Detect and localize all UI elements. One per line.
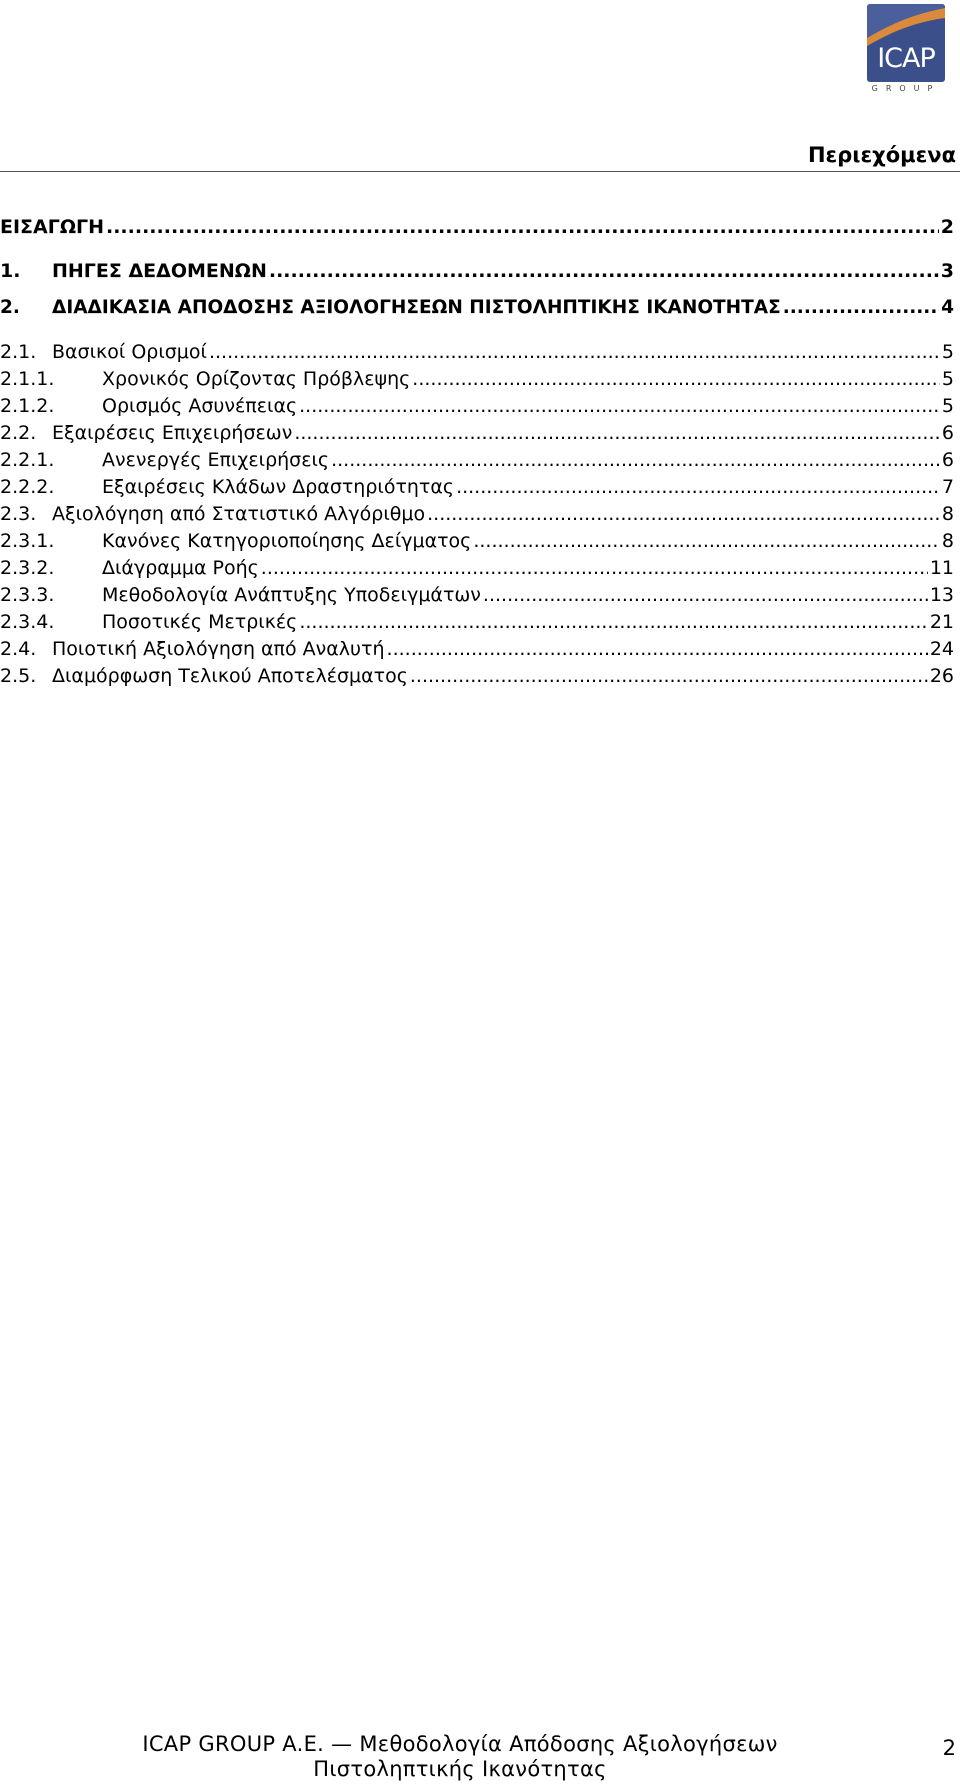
toc-entry[interactable] bbox=[0, 367, 954, 391]
toc-entry-page: 8 bbox=[941, 530, 954, 552]
toc-entry[interactable] bbox=[0, 556, 954, 580]
toc-entry-page: 21 bbox=[929, 611, 954, 633]
toc-entry[interactable] bbox=[0, 502, 954, 526]
toc-entry-page: 5 bbox=[941, 395, 954, 417]
toc-entry-title: Εξαιρέσεις Κλάδων Δραστηριότητας bbox=[102, 476, 455, 498]
toc-entry-number: 2.2.2. bbox=[0, 476, 55, 498]
toc-entry[interactable] bbox=[0, 610, 954, 634]
logo-text: ICAP bbox=[877, 43, 935, 74]
toc-entry-page: 6 bbox=[941, 449, 954, 471]
toc-entry[interactable] bbox=[0, 296, 954, 320]
toc-entry-title: ΕΙΣΑΓΩΓΗ bbox=[0, 216, 104, 238]
toc-entry-number: 2.1.2. bbox=[0, 395, 55, 417]
toc-leader-dots bbox=[209, 340, 940, 364]
toc-entry-number: 2. bbox=[0, 297, 20, 318]
toc-leader-dots bbox=[106, 215, 939, 239]
toc-entry-number: 2.1. bbox=[0, 341, 37, 363]
header-divider bbox=[0, 171, 960, 172]
toc-entry-title: Ορισμός Ασυνέπειας bbox=[102, 395, 298, 417]
toc-entry[interactable] bbox=[0, 340, 954, 364]
toc-entry-page: 2 bbox=[940, 216, 954, 238]
toc-entry[interactable] bbox=[0, 259, 954, 283]
toc-entry-title: Αξιολόγηση από Στατιστικό Αλγόριθμο bbox=[52, 503, 426, 525]
toc-entry-number: 1. bbox=[0, 260, 21, 282]
toc-entry[interactable] bbox=[0, 421, 954, 445]
toc-entry-title: Βασικοί Ορισμοί bbox=[52, 341, 207, 363]
toc-entry-number: 2.2. bbox=[0, 422, 37, 444]
toc-entry-title: Ποσοτικές Μετρικές bbox=[102, 611, 298, 633]
toc-entry-number: 2.3.3. bbox=[0, 584, 55, 606]
toc-entry-page: 6 bbox=[941, 422, 954, 444]
toc-leader-dots bbox=[456, 475, 940, 499]
toc-leader-dots bbox=[412, 367, 940, 391]
toc-entry-page: 5 bbox=[941, 341, 954, 363]
toc-leader-dots bbox=[331, 448, 940, 472]
toc-leader-dots bbox=[387, 637, 928, 661]
toc-entry-title: Εξαιρέσεις Επιχειρήσεων bbox=[52, 422, 293, 444]
toc-entry-title: ΠΗΓΕΣ ΔΕΔΟΜΕΝΩΝ bbox=[52, 260, 267, 282]
page-footer bbox=[0, 1732, 960, 1784]
toc-entry[interactable] bbox=[0, 583, 954, 607]
page-title: Περιεχόμενα bbox=[807, 143, 956, 167]
footer-line-2: Πιστοληπτικής Ικανότητας bbox=[313, 1757, 607, 1781]
toc-entry-title: Μεθοδολογία Ανάπτυξης Υποδειγμάτων bbox=[102, 584, 481, 606]
footer-line-1: ICAP GROUP A.E. — Μεθοδολογία Απόδοσης Αξιολογήσεων bbox=[142, 1732, 778, 1756]
toc-entry-title: Χρονικός Ορίζοντας Πρόβλεψης bbox=[102, 368, 411, 390]
toc-entry[interactable] bbox=[0, 215, 954, 239]
toc-entry[interactable] bbox=[0, 475, 954, 499]
toc-entry-number: 2.4. bbox=[0, 638, 37, 660]
toc-entry-title: Ανενεργές Επιχειρήσεις bbox=[102, 449, 330, 471]
toc-entry-page: 24 bbox=[929, 638, 954, 660]
toc-entry-page: 26 bbox=[929, 665, 954, 687]
toc-leader-dots bbox=[261, 556, 928, 580]
toc-entry-page: 3 bbox=[940, 260, 954, 282]
toc-entry-title: Ποιοτική Αξιολόγηση από Αναλυτή bbox=[52, 638, 385, 660]
toc-entry[interactable] bbox=[0, 394, 954, 418]
toc-leader-dots bbox=[269, 259, 939, 283]
icap-logo bbox=[867, 4, 945, 94]
toc-entry-number: 2.3.1. bbox=[0, 530, 55, 552]
toc-entry-number: 2.2.1. bbox=[0, 449, 55, 471]
toc-leader-dots bbox=[473, 529, 940, 553]
toc-entry-page: 4 bbox=[941, 297, 954, 318]
toc-leader-dots bbox=[483, 583, 928, 607]
toc-entry-number: 2.5. bbox=[0, 665, 37, 687]
toc-entry[interactable] bbox=[0, 529, 954, 553]
logo-box bbox=[867, 4, 945, 82]
toc-leader-dots bbox=[294, 421, 940, 445]
toc-leader-dots bbox=[299, 610, 927, 634]
toc-entry-title: Διάγραμμα Ροής bbox=[102, 557, 259, 579]
toc-entry-title: ΔΙΑΔΙΚΑΣΙΑ ΑΠΟΔΟΣΗΣ ΑΞΙΟΛΟΓΗΣΕΩΝ ΠΙΣΤΟΛΗΠΤΙΚΗΣ ΙΚΑΝΟΤΗΤΑΣ bbox=[52, 297, 781, 318]
toc-entry-title: Διαμόρφωση Τελικού Αποτελέσματος bbox=[52, 665, 408, 687]
toc-entry-number: 2.3.4. bbox=[0, 611, 55, 633]
toc-entry-number: 2.1.1. bbox=[0, 368, 55, 390]
footer-page-number: 2 bbox=[942, 1736, 956, 1760]
toc-entry-number: 2.3. bbox=[0, 503, 37, 525]
toc-entry-title: Κανόνες Κατηγοριοποίησης Δείγματος bbox=[102, 530, 472, 552]
toc-entry-page: 7 bbox=[941, 476, 954, 498]
toc-entry-page: 5 bbox=[941, 368, 954, 390]
toc-entry[interactable] bbox=[0, 448, 954, 472]
toc-leader-dots bbox=[783, 296, 939, 320]
toc-entry-page: 11 bbox=[929, 557, 954, 579]
toc-entry-number: 2.3.2. bbox=[0, 557, 55, 579]
toc-entry-page: 8 bbox=[941, 503, 954, 525]
toc-leader-dots bbox=[299, 394, 940, 418]
toc-entry[interactable] bbox=[0, 637, 954, 661]
toc-entry-page: 13 bbox=[929, 584, 954, 606]
logo-subtext: GROUP bbox=[871, 84, 941, 93]
toc-leader-dots bbox=[427, 502, 940, 526]
toc-leader-dots bbox=[410, 664, 928, 688]
toc-entry[interactable] bbox=[0, 664, 954, 688]
